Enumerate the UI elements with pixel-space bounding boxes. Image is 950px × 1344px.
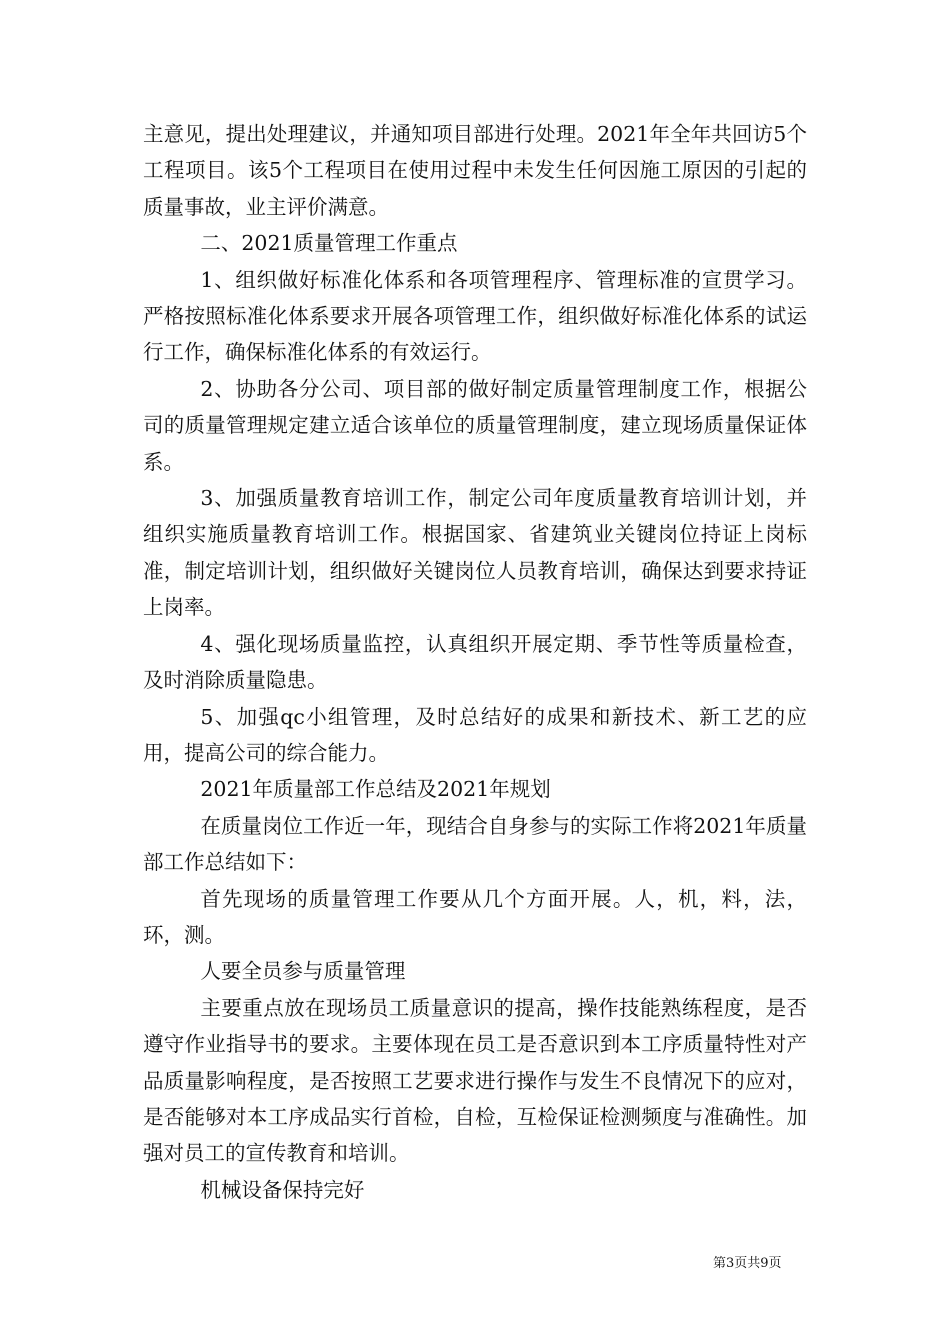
paragraph-8: 2021年质量部工作总结及2021年规划 [200,777,551,802]
paragraph-2: 二、2021质量管理工作重点 [200,231,458,256]
paragraph-11: 人要全员参与质量管理 [200,959,406,984]
paragraph-12: 主要重点放在现场员工质量意识的提高，操作技能熟练程度，是否遵守作业指导书的要求。主要体现在员工是否意识到本工序质量特性对产品质量影响程度，是否按照工艺要求进行操作与发生不良情况下的应对，是否能够对本工序成品实行首检，自检，互检保证检测频度与准确性。加强对员工的宣传教育和培训。 [143,995,807,1166]
paragraph-6: 4、强化现场质量监控，认真组织开展定期、季节性等质量检查，及时消除质量隐患。 [143,631,807,693]
paragraph-9: 在质量岗位工作近一年，现结合自身参与的实际工作将2021年质量部工作总结如下： [143,813,807,875]
paragraph-7: 5、加强qc小组管理，及时总结好的成果和新技术、新工艺的应用，提高公司的综合能力。 [143,704,807,765]
paragraph-13: 机械设备保持完好 [200,1177,365,1202]
paragraph-4: 2、协助各分公司、项目部的做好制定质量管理制度工作，根据公司的质量管理规定建立适合该单位的质量管理制度，建立现场质量保证体系。 [143,376,807,474]
document-body [143,116,807,1208]
paragraph-10: 首先现场的质量管理工作要从几个方面开展。人，机，料，法，环，测。 [143,886,807,947]
paragraph-3: 1、组织做好标准化体系和各项管理程序、管理标准的宣贯学习。严格按照标准化体系要求开展各项管理工作，组织做好标准化体系的试运行工作，确保标准化体系的有效运行。 [143,267,807,365]
page-number-footer: 第3页共9页 [713,1256,782,1271]
paragraph-1: 主意见，提出处理建议，并通知项目部进行处理。2021年全年共回访5个工程项目。该5个工程项目在使用过程中未发生任何因施工原因的引起的质量事故，业主评价满意。 [143,122,807,219]
paragraph-5: 3、加强质量教育培训工作，制定公司年度质量教育培训计划，并组织实施质量教育培训工作。根据国家、省建筑业关键岗位持证上岗标准，制定培训计划，组织做好关键岗位人员教育培训，确保达到要求持证上岗率。 [143,486,807,620]
